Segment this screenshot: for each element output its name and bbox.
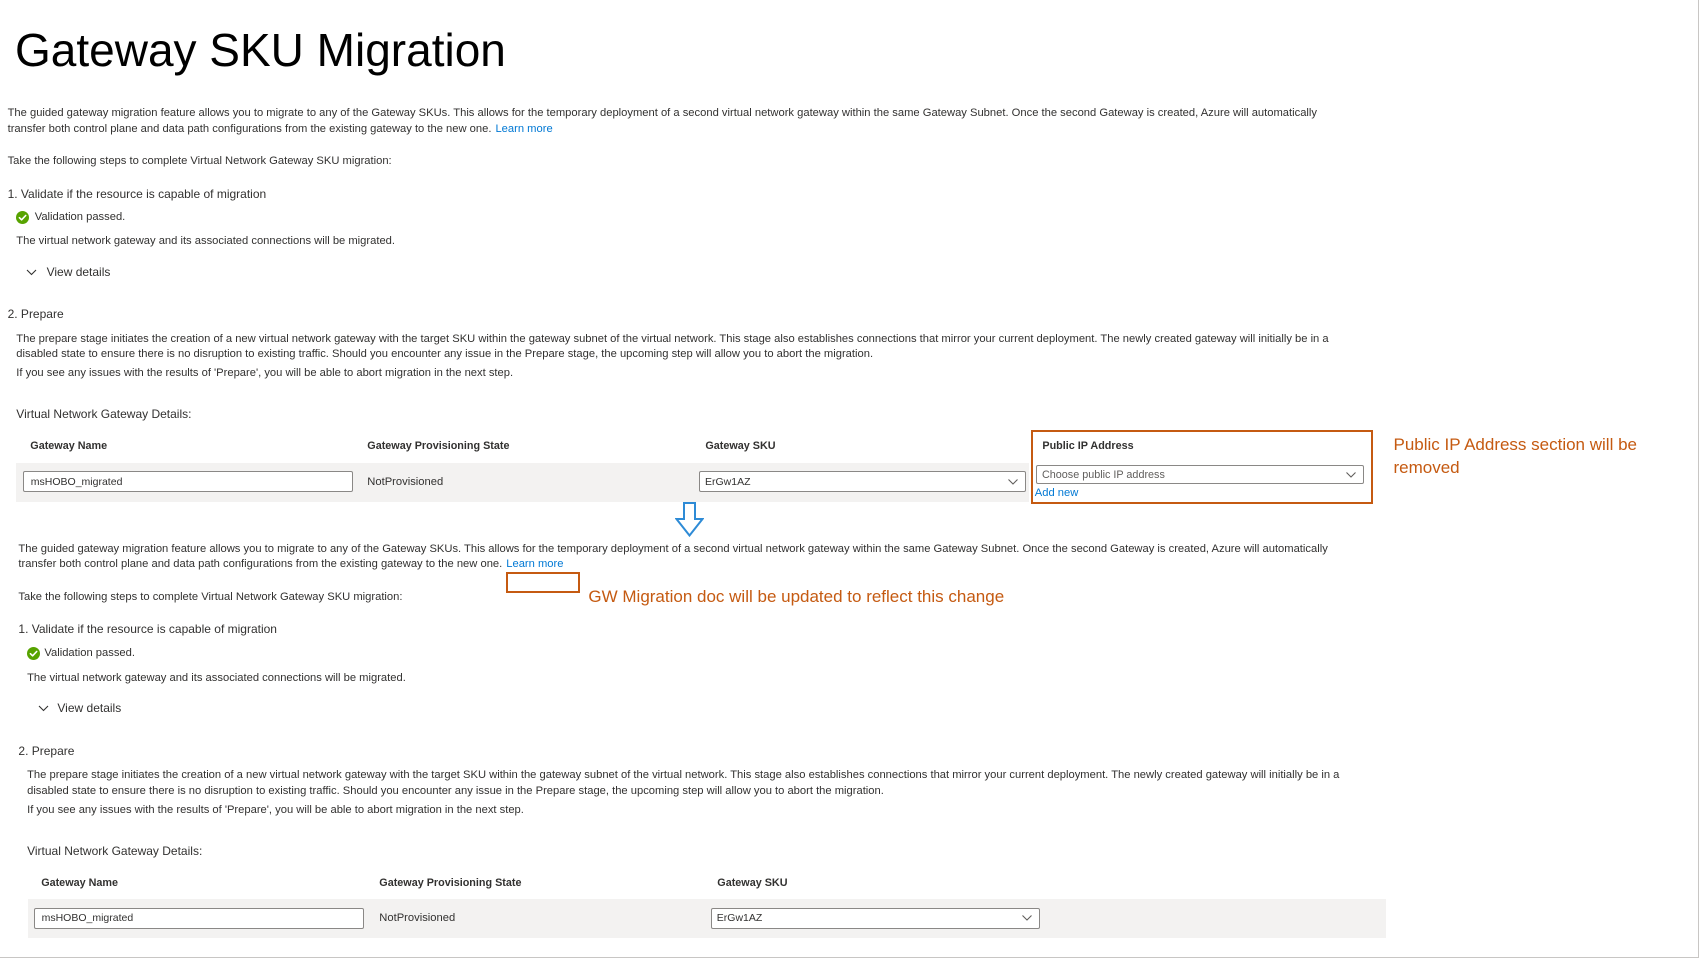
add-new-public-ip-link[interactable]: Add new bbox=[1034, 486, 1079, 499]
step1-title: 1. Validate if the resource is capable of migration bbox=[7, 186, 267, 201]
step1-title: 1. Validate if the resource is capable of migration bbox=[18, 622, 277, 637]
column-header-provisioning-state: Gateway Provisioning State bbox=[379, 876, 522, 889]
check-circle-icon bbox=[16, 211, 29, 224]
prepare-description-line: disabled state to ensure there is no disruption to existing traffic. Should you encounter any issue in the Prepare stage, the upcoming step will allow you to abort the migration. bbox=[16, 347, 874, 360]
steps-intro: Take the following steps to complete Virtual Network Gateway SKU migration: bbox=[18, 590, 403, 603]
gateway-name-input[interactable] bbox=[23, 471, 354, 492]
public-ip-placeholder: Choose public IP address bbox=[1042, 468, 1165, 481]
view-details-label: View details bbox=[57, 701, 122, 716]
view-details-expander[interactable] bbox=[26, 265, 111, 280]
column-header-gateway-name: Gateway Name bbox=[41, 876, 119, 889]
column-header-gateway-sku: Gateway SKU bbox=[705, 439, 776, 452]
gateway-details-label: Virtual Network Gateway Details: bbox=[16, 406, 192, 421]
intro-text-line: transfer both control plane and data path configurations from the existing gateway to the new one. bbox=[18, 558, 503, 571]
validation-status: Validation passed. bbox=[44, 646, 135, 659]
learn-more-link[interactable]: Learn more bbox=[495, 122, 553, 135]
learn-more-link[interactable]: Learn more bbox=[506, 558, 564, 571]
steps-intro: Take the following steps to complete Virtual Network Gateway SKU migration: bbox=[7, 155, 392, 167]
learn-more-highlight-box bbox=[506, 572, 580, 593]
gateway-details-label: Virtual Network Gateway Details: bbox=[27, 844, 203, 859]
view-details-label: View details bbox=[46, 264, 111, 279]
public-ip-annotation: Public IP Address section will be removed bbox=[1393, 435, 1637, 477]
intro-text-line: The guided gateway migration feature allows you to migrate to any of the Gateway SKUs. This allows for the temporary deployment of a second virtual network gateway within the same Gateway Subnet. Once the second Gateway is created, Azure will automatically bbox=[18, 542, 1328, 555]
gateway-sku-value: ErGw1AZ bbox=[716, 912, 763, 925]
column-header-public-ip: Public IP Address bbox=[1042, 439, 1134, 452]
provisioning-state-value: NotProvisioned bbox=[379, 912, 456, 925]
gateway-sku-value: ErGw1AZ bbox=[705, 475, 751, 488]
chevron-down-icon bbox=[26, 269, 37, 276]
abort-note: If you see any issues with the results of 'Prepare', you will be able to abort migration in the next step. bbox=[16, 367, 514, 380]
validation-note: The virtual network gateway and its associated connections will be migrated. bbox=[27, 671, 406, 684]
prepare-description-line: disabled state to ensure there is no disruption to existing traffic. Should you encounter any issue in the Prepare stage, the upcoming step will allow you to abort the migration. bbox=[27, 784, 884, 797]
view-details-expander[interactable] bbox=[38, 701, 121, 716]
doc-update-annotation: GW Migration doc will be updated to reflect this change bbox=[588, 586, 1005, 606]
intro-text-line: transfer both control plane and data path configurations from the existing gateway to the new one. bbox=[7, 122, 492, 135]
public-ip-highlight-box bbox=[1031, 430, 1374, 504]
gateway-name-input[interactable] bbox=[34, 908, 365, 929]
chevron-down-icon bbox=[38, 705, 49, 712]
step2-title: 2. Prepare bbox=[7, 306, 64, 321]
prepare-description-line: The prepare stage initiates the creation of a new virtual network gateway with the target SKU within the gateway subnet of the virtual network. This stage also establishes connections that mirror your current deployment. The newly created gateway will initially be in a bbox=[16, 332, 1329, 345]
intro-text-line-with-link bbox=[18, 557, 563, 572]
chevron-down-icon bbox=[1008, 479, 1018, 485]
column-header-provisioning-state: Gateway Provisioning State bbox=[367, 439, 510, 452]
step2-title: 2. Prepare bbox=[18, 743, 75, 758]
provisioning-state-value: NotProvisioned bbox=[367, 475, 444, 488]
gateway-sku-dropdown[interactable] bbox=[699, 471, 1026, 492]
check-circle-icon bbox=[27, 647, 40, 660]
chevron-down-icon bbox=[1022, 915, 1032, 921]
prepare-description-line: The prepare stage initiates the creation of a new virtual network gateway with the target SKU within the gateway subnet of the virtual network. This stage also establishes connections that mirror your current deployment. The newly created gateway will initially be in a bbox=[27, 769, 1340, 782]
intro-text-line: The guided gateway migration feature allows you to migrate to any of the Gateway SKUs. This allows for the temporary deployment of a second virtual network gateway within the same Gateway Subnet. Once the second Gateway is created, Azure will automatically bbox=[7, 107, 1317, 120]
abort-note: If you see any issues with the results of 'Prepare', you will be able to abort migration in the next step. bbox=[27, 804, 524, 816]
slide-title: Gateway SKU Migration bbox=[15, 24, 506, 76]
validation-note: The virtual network gateway and its associated connections will be migrated. bbox=[16, 235, 396, 248]
arrow-down-icon bbox=[675, 502, 704, 537]
column-header-gateway-sku: Gateway SKU bbox=[717, 876, 788, 889]
intro-text-line-with-link bbox=[8, 122, 553, 137]
column-header-gateway-name: Gateway Name bbox=[30, 439, 108, 452]
gateway-sku-dropdown[interactable] bbox=[711, 908, 1041, 929]
validation-status: Validation passed. bbox=[34, 211, 126, 224]
